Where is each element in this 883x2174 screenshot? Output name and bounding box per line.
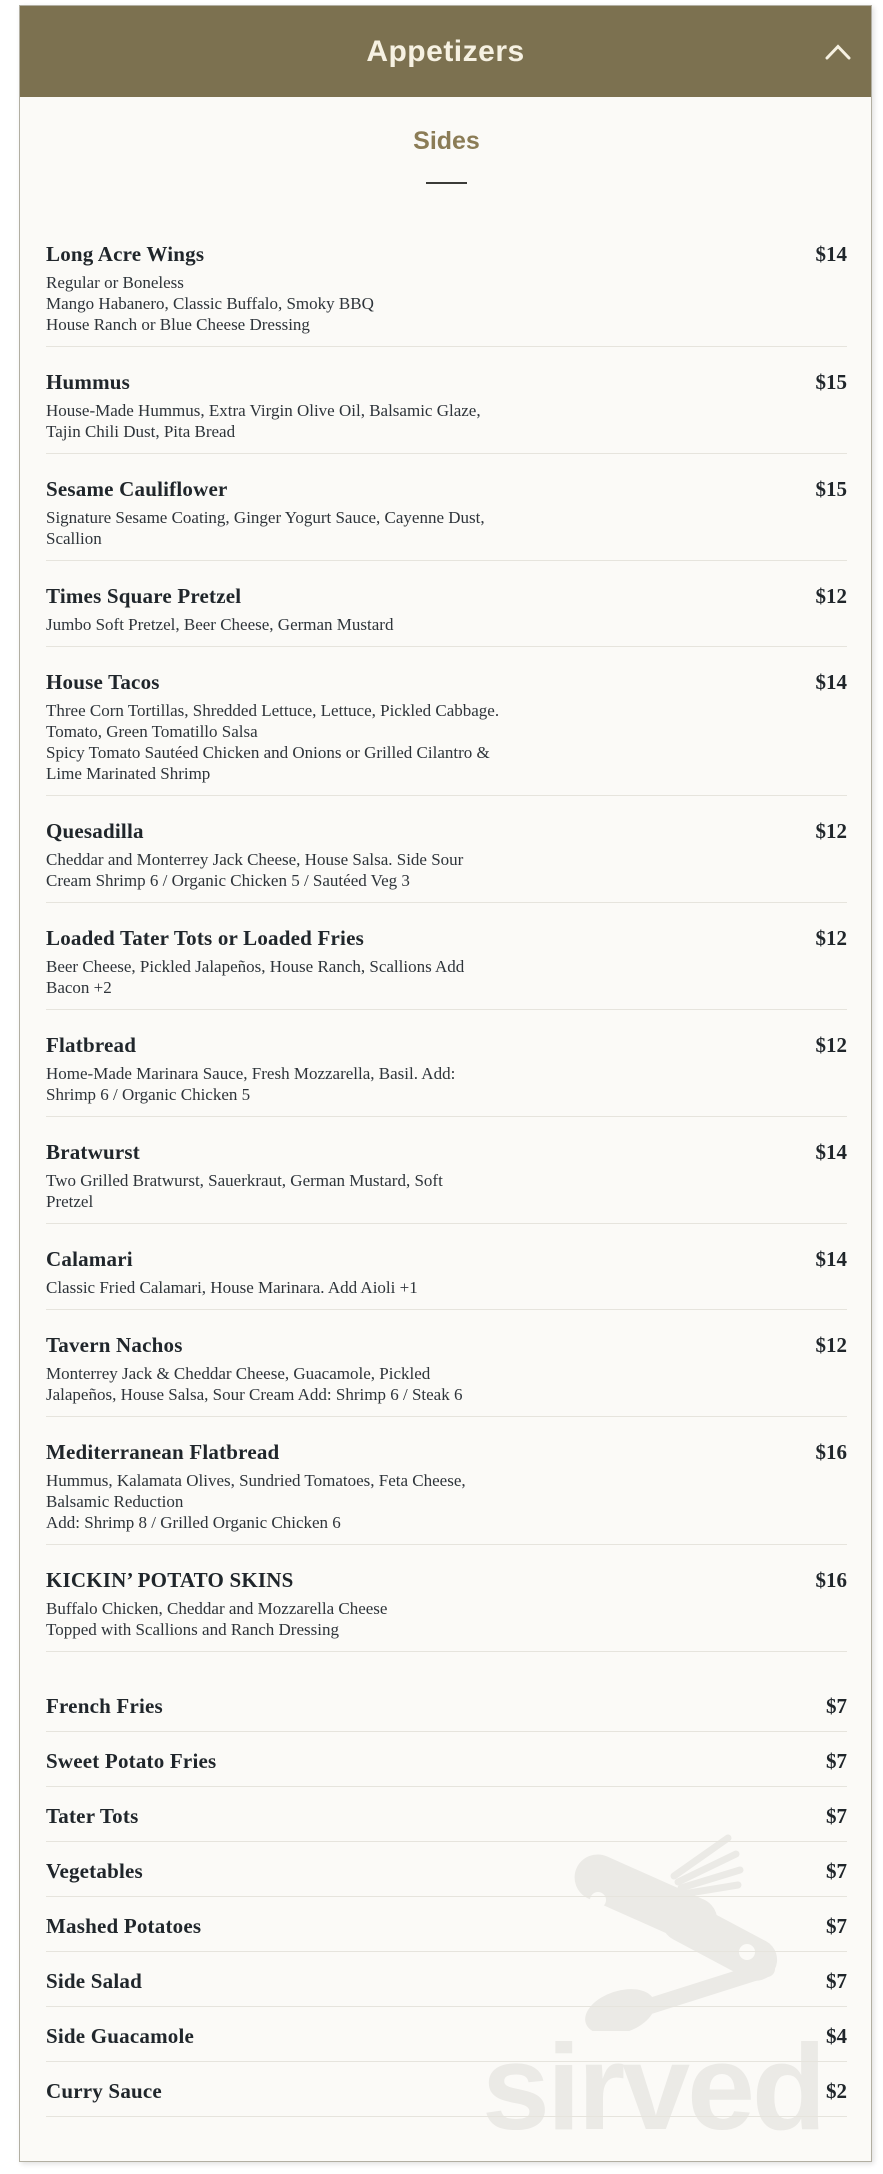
menu-item: [46, 796, 847, 903]
menu-item-name: Calamari: [46, 1247, 133, 1271]
menu-item-name: Quesadilla: [46, 819, 144, 843]
side-item-name: Side Salad: [46, 1969, 142, 1993]
side-item: [46, 2007, 847, 2062]
side-item-name: Curry Sauce: [46, 2079, 162, 2103]
menu-item: [46, 1417, 847, 1545]
sirved-watermark-text: sirved: [482, 2019, 824, 2155]
menu-item: [46, 1010, 847, 1117]
section-header-title: Appetizers: [366, 34, 525, 68]
menu-item: [46, 1224, 847, 1310]
side-item-name: Mashed Potatoes: [46, 1914, 202, 1938]
menu-item-price: $14: [815, 242, 847, 266]
menu-section-body: [20, 127, 871, 2155]
menu-item-price: $15: [815, 477, 847, 501]
menu-item-description: Three Corn Tortillas, Shredded Lettuce, Lettuce, Pickled Cabbage. Tomato, Green Tomatillo Salsa Spicy Tomato Sautéed Chicken and Onions or Grilled Cilantro & Lime Marinated Shrimp: [46, 701, 500, 783]
menu-item: [46, 1117, 847, 1224]
menu-item-price: $12: [815, 584, 847, 608]
menu-item-description: Classic Fried Calamari, House Marinara. Add Aioli +1: [46, 1278, 418, 1297]
menu-item-description: Signature Sesame Coating, Ginger Yogurt Sauce, Cayenne Dust, Scallion: [46, 508, 485, 548]
side-item-name: Sweet Potato Fries: [46, 1749, 217, 1773]
menu-item-description: Jumbo Soft Pretzel, Beer Cheese, German Mustard: [46, 615, 394, 634]
menu-item-description: Home-Made Marinara Sauce, Fresh Mozzarella, Basil. Add: Shrimp 6 / Organic Chicken 5: [46, 1064, 456, 1104]
menu-item-description: Buffalo Chicken, Cheddar and Mozzarella Cheese Topped with Scallions and Ranch Dressing: [46, 1599, 388, 1639]
menu-item: [46, 454, 847, 561]
menu-item-price: $12: [815, 1333, 847, 1357]
menu-item-price: $12: [815, 1033, 847, 1057]
menu-item-description: Beer Cheese, Pickled Jalapeños, House Ranch, Scallions Add Bacon +2: [46, 957, 465, 997]
menu-items-list: [46, 219, 847, 1652]
subsection-title-divider: [426, 182, 467, 184]
menu-item: [46, 647, 847, 796]
menu-item-description: Regular or Boneless Mango Habanero, Classic Buffalo, Smoky BBQ House Ranch or Blue Cheese Dressing: [46, 273, 374, 334]
menu-item: [46, 219, 847, 347]
menu-item-name: KICKIN’ POTATO SKINS: [46, 1568, 294, 1592]
side-item: [46, 1952, 847, 2007]
side-item-price: $4: [826, 2024, 847, 2048]
menu-item-name: Loaded Tater Tots or Loaded Fries: [46, 926, 364, 950]
menu-item-description: House-Made Hummus, Extra Virgin Olive Oil, Balsamic Glaze, Tajin Chili Dust, Pita Bread: [46, 401, 481, 441]
menu-item-price: $14: [815, 1140, 847, 1164]
side-item-name: Vegetables: [46, 1859, 143, 1883]
menu-item-name: Bratwurst: [46, 1140, 140, 1164]
menu-item: [46, 561, 847, 647]
side-item-price: $7: [826, 1914, 847, 1938]
menu-item-name: Sesame Cauliflower: [46, 477, 228, 501]
menu-item-price: $15: [815, 370, 847, 394]
subsection-title: Sides: [413, 127, 480, 155]
side-item-name: Tater Tots: [46, 1804, 139, 1828]
side-item: [46, 1897, 847, 1952]
menu-item-price: $14: [815, 1247, 847, 1271]
chevron-up-icon[interactable]: [825, 43, 851, 60]
menu-item-description: Two Grilled Bratwurst, Sauerkraut, German Mustard, Soft Pretzel: [46, 1171, 443, 1211]
side-item: [46, 1842, 847, 1897]
side-item-price: $7: [826, 1749, 847, 1773]
side-item: [46, 1787, 847, 1842]
menu-item-name: Mediterranean Flatbread: [46, 1440, 280, 1464]
menu-item-name: Long Acre Wings: [46, 242, 205, 266]
menu-card: [19, 5, 872, 2162]
menu-item-price: $12: [815, 819, 847, 843]
menu-item-price: $14: [815, 670, 847, 694]
side-item-price: $7: [826, 1694, 847, 1718]
side-item-price: $7: [826, 1804, 847, 1828]
menu-item-name: Tavern Nachos: [46, 1333, 183, 1357]
side-item: [46, 2062, 847, 2117]
menu-item-name: Flatbread: [46, 1033, 137, 1057]
menu-item-description: Hummus, Kalamata Olives, Sundried Tomatoes, Feta Cheese, Balsamic Reduction Add: Shrimp 8 / Grilled Organic Chicken 6: [46, 1471, 466, 1532]
menu-item: [46, 347, 847, 454]
menu-item-description: Cheddar and Monterrey Jack Cheese, House Salsa. Side Sour Cream Shrimp 6 / Organic Chicken 5 / Sautéed Veg 3: [46, 850, 464, 890]
side-item-price: $7: [826, 1969, 847, 1993]
side-item-name: French Fries: [46, 1694, 163, 1718]
menu-item-price: $12: [815, 926, 847, 950]
menu-item: [46, 903, 847, 1010]
menu-item-name: House Tacos: [46, 670, 160, 694]
menu-item-description: Monterrey Jack & Cheddar Cheese, Guacamole, Pickled Jalapeños, House Salsa, Sour Cream Add: Shrimp 6 / Steak 6: [46, 1364, 463, 1404]
side-item: [46, 1732, 847, 1787]
side-item-price: $7: [826, 1859, 847, 1883]
menu-item-name: Times Square Pretzel: [46, 584, 242, 608]
side-item-price: $2: [826, 2079, 847, 2103]
appetizers-section-header[interactable]: [20, 6, 871, 97]
menu-item: [46, 1545, 847, 1652]
side-item-name: Side Guacamole: [46, 2024, 195, 2048]
menu-item-price: $16: [815, 1568, 847, 1592]
menu-item-price: $16: [815, 1440, 847, 1464]
side-item: [46, 1677, 847, 1732]
side-items-list: [46, 1677, 847, 2117]
menu-item-name: Hummus: [46, 370, 131, 394]
menu-item: [46, 1310, 847, 1417]
